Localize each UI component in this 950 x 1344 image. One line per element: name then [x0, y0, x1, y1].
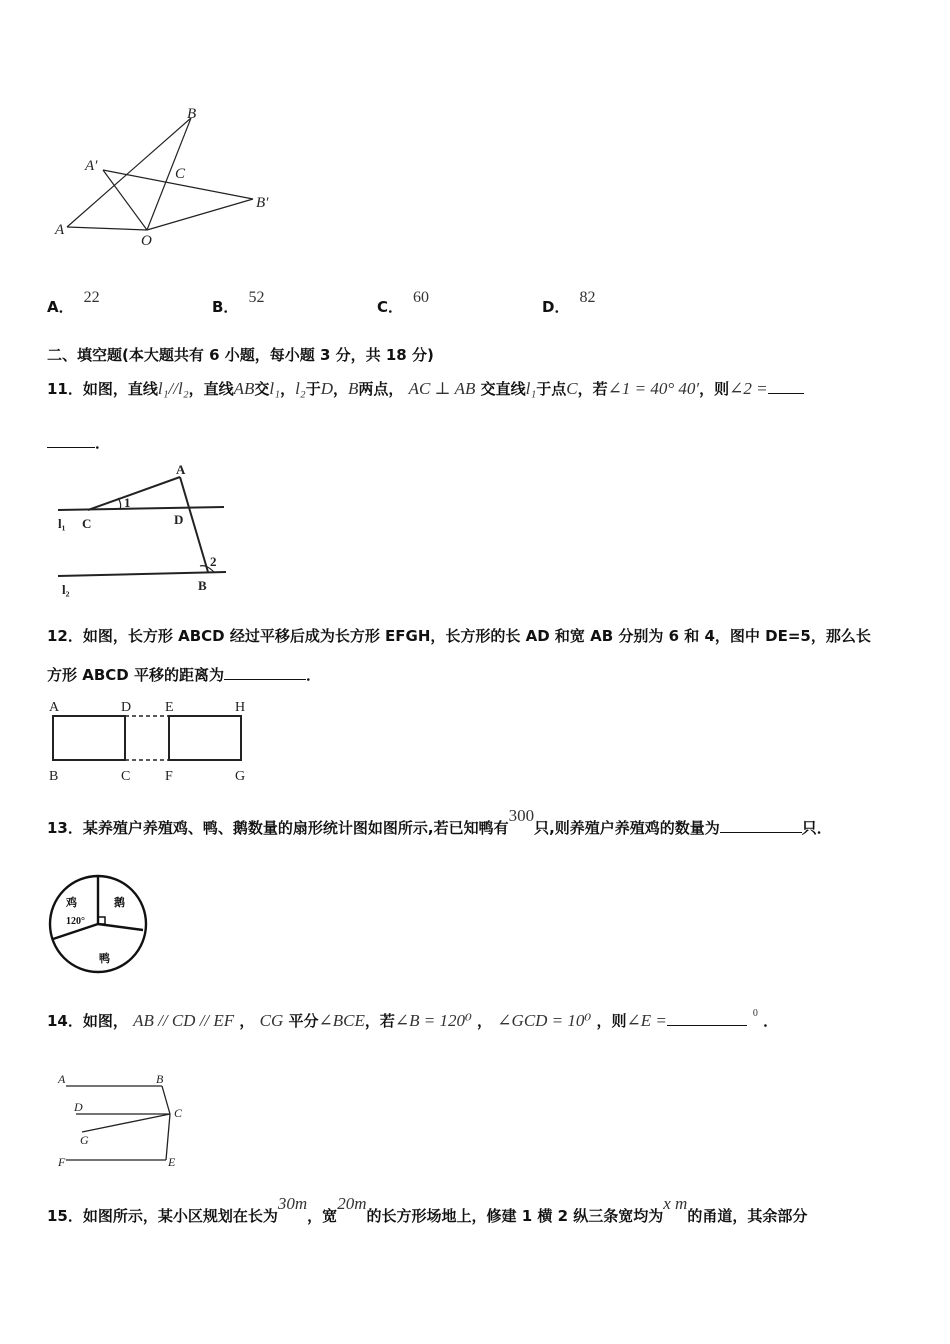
q14-part: 平分 [288, 1012, 319, 1030]
label-A: A [55, 222, 65, 238]
label-B: B [198, 578, 207, 593]
line-l2 [58, 572, 226, 576]
label-B: B [156, 1072, 164, 1086]
option-value: 82 [579, 289, 596, 306]
q15-text [47, 1194, 808, 1232]
q12-end: ． [305, 666, 321, 684]
option-value: 60 [413, 289, 430, 306]
q11-part: ， [280, 380, 296, 398]
q12-line2 [47, 664, 321, 685]
answer-blank[interactable] [47, 433, 95, 448]
q11-blank-line2 [47, 432, 110, 453]
q15-part: ，宽 [307, 1207, 338, 1225]
q13-math: 300 [508, 806, 535, 825]
q15-math: 30m [277, 1194, 308, 1213]
label-l2: l₂ [62, 582, 70, 597]
segment-AO [67, 227, 147, 230]
q11-math: l₂ [295, 379, 306, 398]
segment-CE [166, 1114, 170, 1160]
option-letter: D． [542, 298, 570, 316]
q11-figure [48, 462, 238, 602]
answer-blank[interactable] [667, 1011, 747, 1026]
segment-BC [162, 1086, 170, 1114]
segment-OB' [147, 199, 253, 230]
q15-part: 的甬道，其余部分 [687, 1207, 808, 1225]
option-letter: B． [212, 298, 239, 316]
q11-number: 11． [47, 380, 83, 398]
label-C: C [82, 516, 92, 531]
q11-part: 两点， [358, 380, 404, 398]
label-B: B [49, 769, 59, 784]
q11-math: l₁//l₂ [157, 379, 189, 398]
q14-figure [54, 1070, 194, 1174]
q14-math: AB // CD // EF [133, 1011, 235, 1030]
label-G: G [235, 769, 246, 784]
q11-part: 如图，直线 [82, 380, 158, 398]
label-B: B [187, 106, 197, 122]
answer-blank[interactable] [224, 665, 306, 680]
q11-math: l₁ [525, 379, 537, 398]
option-letter: C． [377, 298, 404, 316]
label-C: C [174, 1106, 183, 1120]
q11-math: ∠2 = [729, 379, 768, 398]
q14-part: ， [477, 1012, 493, 1030]
angle-1-arc [118, 498, 121, 509]
q15-math: 20m [337, 1194, 367, 1213]
label-H: H [235, 700, 246, 715]
label-1: 1 [124, 495, 131, 510]
label-l1: l₁ [58, 516, 66, 531]
option-value: 22 [83, 289, 100, 306]
segment-AC [88, 477, 180, 510]
q11-part: 交 [254, 380, 270, 398]
q11-text [47, 374, 927, 404]
q10-option-c [377, 289, 430, 317]
label-F: F [58, 1155, 66, 1169]
q11-part: 于点 [536, 380, 567, 398]
q11-part: 交直线 [480, 380, 526, 398]
q14-text [47, 1006, 778, 1039]
q11-math: ∠1 = 40° 40′ [607, 379, 700, 398]
label-B-prime: B′ [256, 195, 269, 211]
q10-figure [45, 100, 285, 250]
label-F: F [165, 769, 173, 784]
label-E: E [165, 700, 174, 715]
q10-option-a [47, 289, 100, 317]
pie-angle-label: 120° [66, 916, 85, 927]
label-D: D [174, 512, 184, 527]
label-D: D [74, 1100, 83, 1114]
label-A: A [49, 700, 60, 715]
label-D: D [121, 700, 132, 715]
label-A: A [176, 462, 186, 477]
q11-part: ，直线 [188, 380, 234, 398]
q14-part: 14．如图， [47, 1012, 128, 1030]
label-2: 2 [210, 554, 217, 569]
q14-end: ． [763, 1012, 779, 1030]
q15-part: 15．如图所示，某小区规划在长为 [47, 1207, 278, 1225]
answer-blank[interactable] [720, 818, 802, 833]
q13-text [47, 806, 832, 844]
q11-math: B [348, 379, 359, 398]
q12-figure [45, 696, 255, 788]
q14-part: ，则 [596, 1012, 627, 1030]
label-G: G [80, 1133, 89, 1147]
q15-math: x m [663, 1194, 688, 1213]
q13-pie-chart [44, 872, 152, 976]
q12-line1: 12．如图，长方形 ABCD 经过平移后成为长方形 EFGH，长方形的长 AD 和宽 AB 分别为 6 和 4，图中 DE=5，那么长 [47, 627, 871, 645]
q12-part: 方形 ABCD 平移的距离为 [47, 666, 224, 684]
q15-part: 的长方形场地上，修建 1 横 2 纵三条宽均为 [366, 1207, 664, 1225]
q11-part: ， [333, 380, 349, 398]
q13-part: 只． [801, 819, 832, 837]
q11-math: l₁ [269, 379, 281, 398]
label-C: C [121, 769, 131, 784]
q10-option-d [542, 289, 596, 317]
q14-math: ∠BCE [318, 1011, 365, 1030]
pie-label: 鸭 [99, 953, 110, 965]
segment-CG [82, 1114, 170, 1132]
pie-radius-right [98, 924, 143, 930]
q10-option-b [212, 289, 265, 317]
q11-part: ，若 [577, 380, 608, 398]
q14-part: ， [239, 1012, 255, 1030]
label-O: O [141, 233, 152, 249]
q11-math: AC ⊥ AB [408, 379, 476, 398]
label-A: A [58, 1072, 66, 1086]
option-letter: A． [47, 298, 74, 316]
option-value: 52 [248, 289, 265, 306]
q14-math: CG [259, 1011, 284, 1030]
rectangle-ABCD [53, 716, 125, 760]
answer-blank[interactable] [768, 379, 804, 394]
section-heading: 二、填空题(本大题共有 6 小题，每小题 3 分，共 18 分) [47, 346, 434, 364]
pie-label: 鸡 [66, 897, 77, 909]
segment-A'O [103, 170, 147, 230]
q11-part: ，则 [699, 380, 730, 398]
q11-math: AB [233, 379, 255, 398]
label-A-prime: A′ [85, 158, 98, 174]
label-E: E [168, 1155, 176, 1169]
q14-math: ∠B = 120⁰ [394, 1011, 472, 1030]
q11-math: C [566, 379, 578, 398]
q11-part: 于 [305, 380, 321, 398]
q13-part: 13．某养殖户养殖鸡、鸭、鹅数量的扇形统计图如图所示,若已知鸭有 [47, 819, 509, 837]
q11-math: D [320, 379, 334, 398]
segment-AB [180, 477, 208, 572]
rectangle-EFGH [169, 716, 241, 760]
q11-end: ． [95, 434, 111, 452]
q13-part: 只,则养殖户养殖鸡的数量为 [534, 819, 720, 837]
q14-part: ，若 [364, 1012, 395, 1030]
q14-math: ∠GCD = 10⁰ [497, 1011, 592, 1030]
label-C: C [175, 166, 186, 182]
pie-label: 鹅 [114, 897, 125, 909]
q14-math: ∠E = [626, 1011, 667, 1030]
line-l1 [58, 507, 224, 510]
q14-degree: 0 [752, 1008, 758, 1019]
